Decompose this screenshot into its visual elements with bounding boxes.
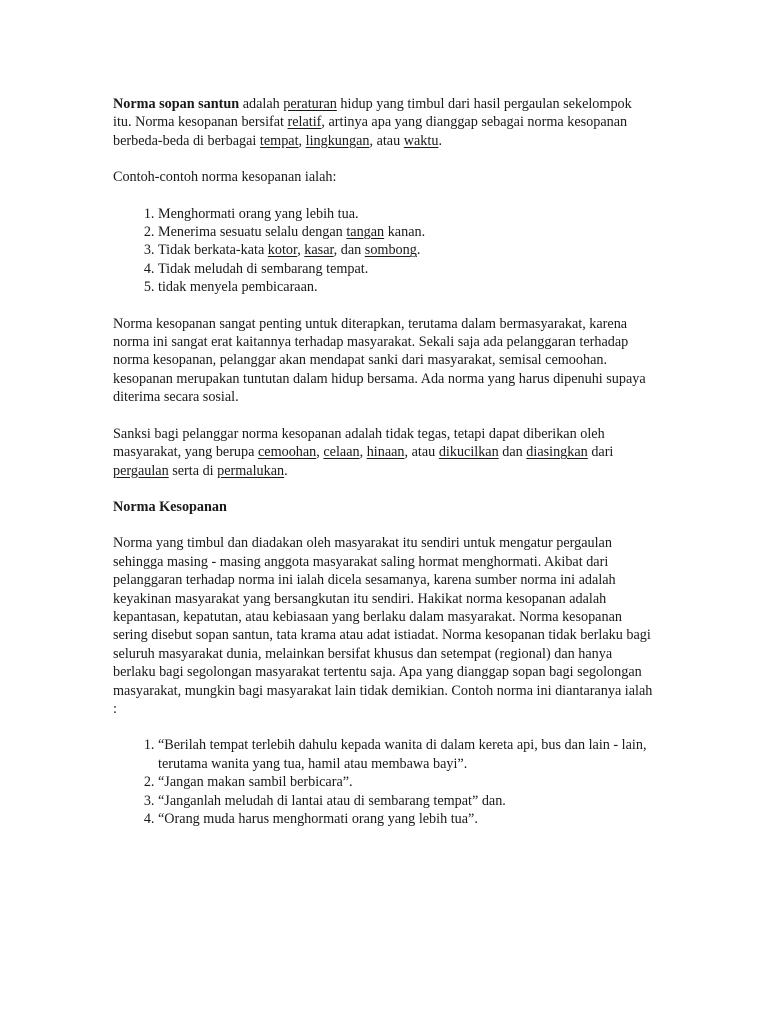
text-span: , atau: [404, 444, 439, 461]
text-span: dan: [498, 444, 527, 461]
link-diasingkan[interactable]: diasingkan: [526, 444, 588, 461]
link-kasar[interactable]: kasar: [304, 242, 334, 259]
importance-paragraph: Norma kesopanan sangat penting untuk diterapkan, terutama dalam bermasyarakat, karena norma ini sangat erat kaitannya terhadap masyarakat. Sekali saja ada pelanggaran terhadap norma kesopanan, pelanggar akan mendapat sanki dari masyarakat, semisal cemoohan. kesopanan merupakan tuntutan dalam hidup bersama. Ada norma yang harus dipenuhi supaya diterima secara sosial.: [113, 315, 646, 406]
link-celaan[interactable]: celaan: [323, 444, 360, 461]
document-body: [113, 95, 653, 846]
text-span: Tidak berkata-kata: [158, 242, 268, 259]
link-waktu[interactable]: waktu: [403, 132, 439, 149]
text-span: ,: [297, 242, 305, 259]
text-span: , artinya apa yang dianggap sebagai norma kesopanan berbeda-beda di berbagai: [113, 114, 628, 149]
list-item: 1. “Berilah tempat terlebih dahulu kepada wanita di dalam kereta api, bus dan lain - lain, terutama wanita yang tua, hamil atau membawa bayi”.: [158, 736, 653, 773]
intro-paragraph: [113, 95, 653, 150]
text-span: dari: [587, 444, 614, 461]
text-span: ,: [298, 132, 306, 149]
text-span: hidup yang timbul dari hasil pergaulan sekelompok itu. Norma kesopanan bersifat: [113, 96, 632, 131]
link-tangan[interactable]: tangan: [346, 224, 385, 241]
list-item: 4. “Orang muda harus menghormati orang yang lebih tua”.: [158, 810, 653, 828]
link-cemoohan[interactable]: cemoohan: [257, 444, 317, 461]
link-peraturan[interactable]: peraturan: [283, 96, 337, 112]
list-item: 1. Menghormati orang yang lebih tua.: [158, 205, 653, 223]
text-span: ,: [316, 444, 324, 461]
link-tempat[interactable]: tempat: [259, 132, 299, 149]
text-span: serta di: [168, 462, 218, 479]
link-sombong[interactable]: sombong: [364, 242, 417, 259]
text-span: kanan.: [384, 224, 426, 241]
text-span: , atau: [369, 132, 404, 149]
text-span: .: [438, 132, 442, 149]
sanctions-paragraph: [113, 425, 653, 480]
link-dikucilkan[interactable]: dikucilkan: [438, 444, 499, 461]
list-item: 3. “Janganlah meludah di lantai atau di sembarang tempat” dan.: [158, 792, 653, 810]
definition-paragraph: Norma yang timbul dan diadakan oleh masyarakat itu sendiri untuk mengatur pergaulan sehingga masing - masing anggota masyarakat saling hormat menghormati. Akibat dari pelanggaran terhadap norma ini ialah dicela sesamanya, karena sumber norma ini adalah keyakinan masyarakat yang bersangkutan itu sendiri. Hakikat norma kesopanan adalah kepantasan, kepatutan, atau kebiasaan yang berlaku dalam masyarakat. Norma kesopanan sering disebut sopan santun, tata krama atau adat istiadat. Norma kesopanan tidak berlaku bagi seluruh masyarakat dunia, melainkan bersifat khusus dan setempat (regional) dan hanya berlaku bagi segolongan masyarakat tertentu saja. Apa yang dianggap sopan bagi segolongan masyarakat, mungkin bagi masyarakat lain tidak demikian. Contoh norma ini diantaranya ialah :: [113, 535, 653, 717]
text-span: adalah: [239, 96, 284, 112]
link-lingkungan[interactable]: lingkungan: [305, 132, 370, 149]
list-item: 5. tidak menyela pembicaraan.: [158, 278, 653, 296]
list-item: [158, 241, 653, 259]
link-hinaan[interactable]: hinaan: [366, 444, 405, 461]
link-kotor[interactable]: kotor: [267, 242, 298, 259]
text-span: Sanksi bagi pelanggar norma kesopanan adalah tidak tegas, tetapi dapat diberikan oleh masyarakat, yang berupa: [113, 425, 605, 461]
link-pergaulan[interactable]: pergaulan: [113, 462, 169, 479]
list-item: [158, 223, 653, 241]
section-heading: Norma Kesopanan: [113, 498, 227, 515]
text-span: ,: [359, 444, 367, 461]
text-span: , dan: [333, 242, 365, 259]
term-bold: Norma sopan santun: [113, 96, 240, 112]
examples-list: [113, 205, 653, 297]
list-item: 2. “Jangan makan sambil berbicara”.: [158, 773, 653, 791]
text-span: .: [284, 462, 288, 479]
examples-intro: Contoh-contoh norma kesopanan ialah:: [113, 169, 337, 186]
link-relatif[interactable]: relatif: [287, 114, 322, 131]
list-item: 4. Tidak meludah di sembarang tempat.: [158, 260, 653, 278]
text-span: .: [416, 242, 421, 259]
link-permalukan[interactable]: permalukan: [217, 462, 285, 479]
norm-examples-list: [113, 736, 653, 828]
text-span: Menerima sesuatu selalu dengan: [158, 224, 347, 241]
